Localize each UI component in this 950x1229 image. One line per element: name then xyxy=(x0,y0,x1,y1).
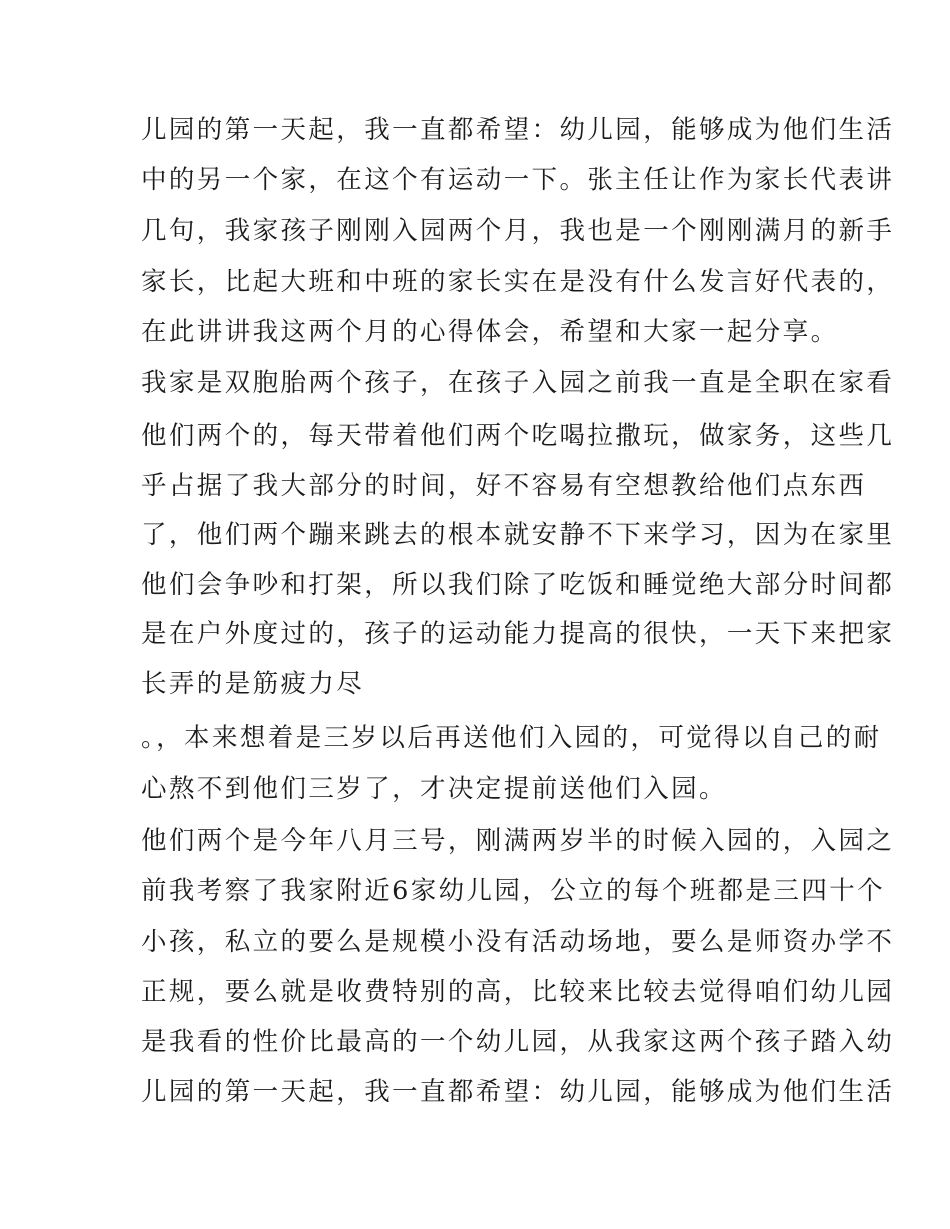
text-line: 他们会争吵和打架，所以我们除了吃饭和睡觉绝大部分时间都 xyxy=(141,570,895,600)
text-line: 小孩，私立的要么是规模小没有活动场地，要么是师资办学不 xyxy=(141,927,895,957)
text-line: 了，他们两个蹦来跳去的根本就安静不下来学习，因为在家里 xyxy=(141,520,895,550)
text-line: 长弄的是筋疲力尽 xyxy=(141,669,365,699)
text-line: 儿园的第一天起，我一直都希望：幼儿园，能够成为他们生活 xyxy=(141,1077,895,1107)
text-line: 正规，要么就是收费特别的高，比较来比较去觉得咱们幼儿园 xyxy=(141,977,895,1007)
text-line: 在此讲讲我这两个月的心得体会，希望和大家一起分享。 xyxy=(141,317,839,347)
text-line: 我家是双胞胎两个孩子，在孩子入园之前我一直是全职在家看 xyxy=(141,368,895,398)
text-line: 家长，比起大班和中班的家长实在是没有什么发言好代表的， xyxy=(141,267,895,297)
text-line: 几句，我家孩子刚刚入园两个月，我也是一个刚刚满月的新手 xyxy=(141,216,895,246)
text-line: 是我看的性价比最高的一个幼儿园，从我家这两个孩子踏入幼 xyxy=(141,1027,895,1057)
text-line: 前我考察了我家附近6家幼儿园，公立的每个班都是三四十个 xyxy=(141,876,886,906)
text-line: 他们两个的，每天带着他们两个吃喝拉撒玩，做家务，这些几 xyxy=(141,421,895,451)
text-line: 他们两个是今年八月三号，刚满两岁半的时候入园的，入园之 xyxy=(141,826,895,856)
text-line: 心熬不到他们三岁了，才决定提前送他们入园。 xyxy=(141,774,727,804)
text-line: 乎占据了我大部分的时间，好不容易有空想教给他们点东西 xyxy=(141,471,867,501)
text-line: 儿园的第一天起，我一直都希望：幼儿园，能够成为他们生活 xyxy=(141,115,895,145)
text-line: 中的另一个家，在这个有运动一下。张主任让作为家长代表讲 xyxy=(141,165,895,195)
text-line: 。，本来想着是三岁以后再送他们入园的，可觉得以自己的耐 xyxy=(141,723,882,753)
text-line: 是在户外度过的，孩子的运动能力提高的很快，一天下来把家 xyxy=(141,619,895,649)
